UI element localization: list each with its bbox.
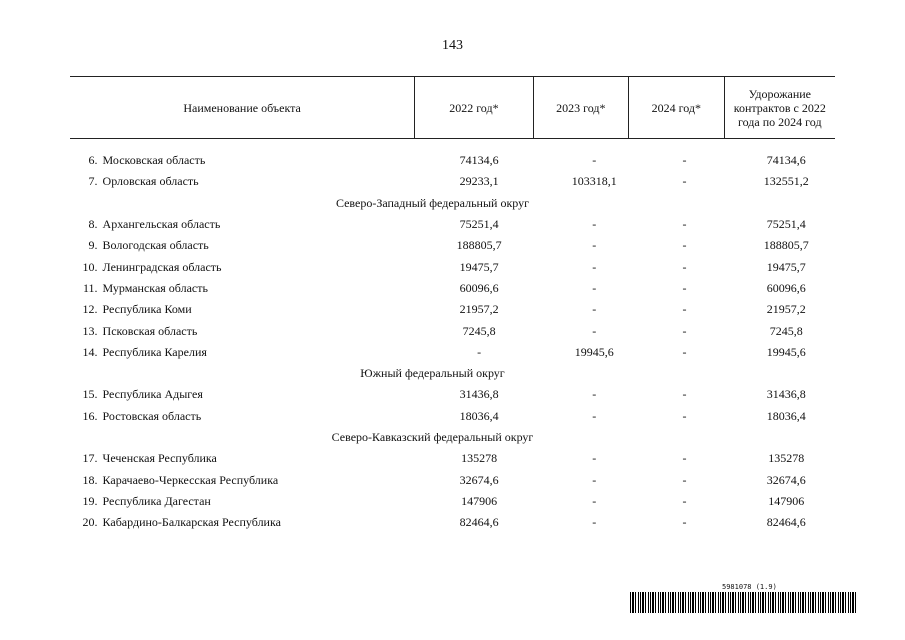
region-name [102,280,438,296]
table-row [70,150,835,171]
region-name [102,153,438,168]
region-name [102,238,438,253]
barcode-id: 5981078 (1.9) [722,583,777,591]
region-name-text: Ленинградская область [102,259,222,274]
value-2022: 188805,7 [456,238,502,253]
value-increase: 60096,6 [766,280,806,295]
region-name-text: Республика Адыгея [102,387,203,402]
region-name [102,387,438,402]
value-2024: - [682,217,687,232]
value-2024: - [682,472,687,487]
value-2023: - [592,238,597,253]
value-increase: 7245,8 [769,323,803,338]
value-2024: - [682,238,687,253]
value-2022: 21957,2 [459,302,499,317]
region-name [102,344,438,360]
value-2022: 32674,6 [459,472,499,487]
table-header [70,76,835,139]
barcode-image [630,592,858,613]
region-name-text: Республика Карелия [102,344,207,359]
value-2023: - [592,302,597,317]
region-name [102,408,438,424]
value-2022: 75251,4 [459,217,499,232]
value-2024: - [682,344,687,359]
table-row [70,256,835,277]
value-2023: - [592,387,597,402]
row-number: 19. [82,493,98,508]
value-2023: - [592,408,597,423]
value-2023: - [592,217,597,232]
table-row [70,406,835,427]
value-2023: - [592,515,597,530]
value-increase: 19945,6 [766,344,806,359]
value-increase: 75251,4 [766,217,806,232]
district-heading: Южный федеральный округ [360,366,505,381]
value-2024: - [682,493,687,508]
region-name-text: Ростовская область [102,408,202,423]
header-2023: 2023 год* [533,77,629,138]
district-heading: Северо-Западный федеральный округ [335,195,530,210]
value-2024: - [682,153,687,168]
region-name [102,302,438,317]
value-2022: 7245,8 [462,323,496,338]
value-2023: - [592,451,597,466]
value-2024: - [682,280,687,295]
value-increase: 21957,2 [766,302,806,317]
row-number: 7. [88,174,98,189]
region-name [102,174,438,189]
region-name [102,451,438,466]
value-2022: 60096,6 [459,280,499,295]
table-row [70,342,835,363]
row-number: 17. [82,451,98,466]
value-2022: 29233,1 [459,174,499,189]
value-2022: 19475,7 [459,259,499,274]
value-2023: - [592,153,597,168]
value-increase: 32674,6 [766,472,806,487]
value-2022: 74134,6 [459,153,499,168]
value-increase: 74134,6 [766,153,806,168]
region-name-text: Республика Коми [102,302,192,317]
value-increase: 132551,2 [763,174,809,189]
value-2023: 19945,6 [574,344,614,359]
table-body [70,139,835,533]
table-row [70,469,835,490]
row-number: 13. [82,323,98,338]
value-2024: - [682,408,687,423]
table-row [70,512,835,533]
region-name-text: Республика Дагестан [102,493,211,508]
table-row [70,448,835,469]
region-name-text: Псковская область [102,323,198,338]
table-row [70,278,835,299]
value-2024: - [682,323,687,338]
row-number: 8. [88,217,98,232]
region-name-text: Орловская область [102,174,199,189]
region-name [102,515,438,530]
header-2024: 2024 год* [628,77,724,138]
page-number: 143 [442,38,463,53]
region-name [102,323,438,339]
region-name [102,493,438,509]
value-2022: 82464,6 [459,515,499,530]
table-row [70,214,835,235]
row-number: 18. [82,472,98,487]
row-number: 20. [82,515,98,530]
region-name-text: Московская область [102,153,206,168]
value-increase: 19475,7 [766,259,806,274]
value-2023: - [592,280,597,295]
cost-table [70,76,835,533]
value-2022: 31436,8 [459,387,499,402]
value-increase: 31436,8 [766,387,806,402]
value-2023: - [592,493,597,508]
value-2024: - [682,451,687,466]
value-increase: 18036,4 [766,408,806,423]
value-increase: 135278 [768,451,805,466]
region-name-text: Карачаево-Черкесская Республика [102,472,279,487]
value-2023: - [592,259,597,274]
row-number: 16. [82,408,98,423]
value-2022: 18036,4 [459,408,499,423]
value-2024: - [682,387,687,402]
row-number: 15. [82,387,98,402]
table-row [70,171,835,192]
region-name-text: Архангельская область [102,217,221,232]
value-2022: 147906 [461,493,498,508]
row-number: 6. [88,153,98,168]
value-increase: 147906 [768,493,805,508]
value-2024: - [682,259,687,274]
region-name-text: Вологодская область [102,238,209,253]
value-2022: 135278 [461,451,498,466]
region-name [102,259,438,275]
value-2024: - [682,302,687,317]
value-2022: - [477,344,482,359]
row-number: 10. [82,259,98,274]
district-heading: Северо-Кавказский федеральный округ [331,430,534,444]
table-row [70,491,835,512]
region-name-text: Кабардино-Балкарская Республика [102,515,281,530]
table-row [70,299,835,320]
value-2023: 103318,1 [571,174,617,189]
value-increase: 82464,6 [766,515,806,530]
table-row [70,235,835,256]
row-number: 9. [88,238,98,253]
row-number: 11. [82,280,98,295]
value-increase: 188805,7 [763,238,809,253]
row-number: 12. [82,302,98,317]
header-increase: Удорожание контрактов с 2022 года по 2024 год [724,77,835,138]
value-2024: - [682,174,687,189]
table-row [70,320,835,341]
header-2022: 2022 год* [414,77,532,138]
value-2023: - [592,472,597,487]
barcode-block [630,583,858,613]
region-name-text: Чеченская Республика [102,451,217,466]
region-name [102,472,438,488]
value-2023: - [592,323,597,338]
region-name-text: Мурманская область [102,280,208,295]
row-number: 14. [82,344,98,359]
header-name: Наименование объекта [183,100,301,115]
region-name [102,217,438,232]
value-2024: - [682,515,687,530]
table-row [70,384,835,405]
